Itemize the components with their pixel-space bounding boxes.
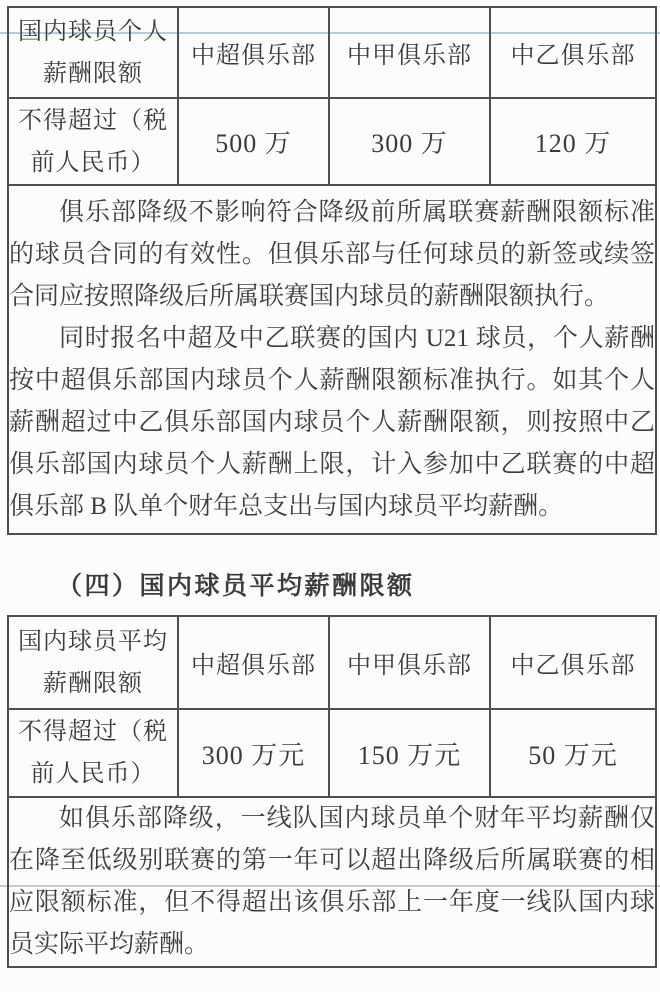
row-label-line1: 国内球员个人 [18,18,168,45]
row-label-line1: 国内球员平均 [18,628,168,655]
column-header-league-one: 中甲俱乐部 [329,7,490,98]
individual-cap-notes-cell [8,185,656,534]
row-label-average-cap [8,616,178,709]
table-row [8,709,656,797]
column-header-league-one: 中甲俱乐部 [329,616,490,709]
section-heading: （四）国内球员平均薪酬限额 [57,573,415,600]
league-two-individual-cap-value: 120 万 [490,98,656,185]
csl-average-cap-value: 300 万元 [178,709,329,797]
limit-label-line2: 前人民币） [30,761,156,787]
limit-label [8,709,178,797]
table-row [8,616,656,709]
league-one-average-cap-value: 150 万元 [329,709,490,797]
league-one-individual-cap-value: 300 万 [329,98,490,185]
individual-salary-cap-table [7,6,657,535]
row-label-line2: 薪酬限额 [43,670,143,697]
relegation-validity-paragraph: 俱乐部降级不影响符合降级前所属联赛薪酬限额标准的球员合同的有效性。但俱乐部与任何球员的新签或续签合同应按照降级后所属联赛国内球员的薪酬限额执行。 [9,198,655,310]
column-header-csl: 中超俱乐部 [178,616,329,709]
table-row [8,7,656,98]
table-row [8,98,656,185]
average-relegation-paragraph: 如俱乐部降级，一线队国内球员单个财年平均薪酬仅在降至低级别联赛的第一年可以超出降级后所属联赛的相应限额标准，但不得超出该俱乐部上一年度一线队国内球员实际平均薪酬。 [9,805,655,958]
limit-label [8,98,178,185]
csl-individual-cap-value: 500 万 [178,98,329,185]
average-cap-notes-cell [8,797,656,967]
column-header-league-two: 中乙俱乐部 [490,7,656,98]
row-label-individual-cap [8,7,178,98]
row-label-line2: 薪酬限额 [43,60,143,87]
average-salary-cap-table [7,615,657,968]
league-two-average-cap-value: 50 万元 [490,709,656,797]
u21-player-paragraph: 同时报名中超及中乙联赛的国内 U21 球员，个人薪酬按中超俱乐部国内球员个人薪酬限额标准执行。如其个人薪酬超过中乙俱乐部国内球员个人薪酬限额，则按照中乙俱乐部国内球员个人薪酬上限，计入参加中乙联赛的中超俱乐部 B 队单个财年总支出与国内球员平均薪酬。 [9,324,655,520]
limit-label-line2: 前人民币） [30,149,156,176]
table-row [8,185,656,534]
column-header-league-two: 中乙俱乐部 [490,616,656,709]
table-row [8,797,656,967]
limit-label-line1: 不得超过（税 [18,719,168,745]
column-header-csl: 中超俱乐部 [178,7,329,98]
limit-label-line1: 不得超过（税 [18,107,168,134]
